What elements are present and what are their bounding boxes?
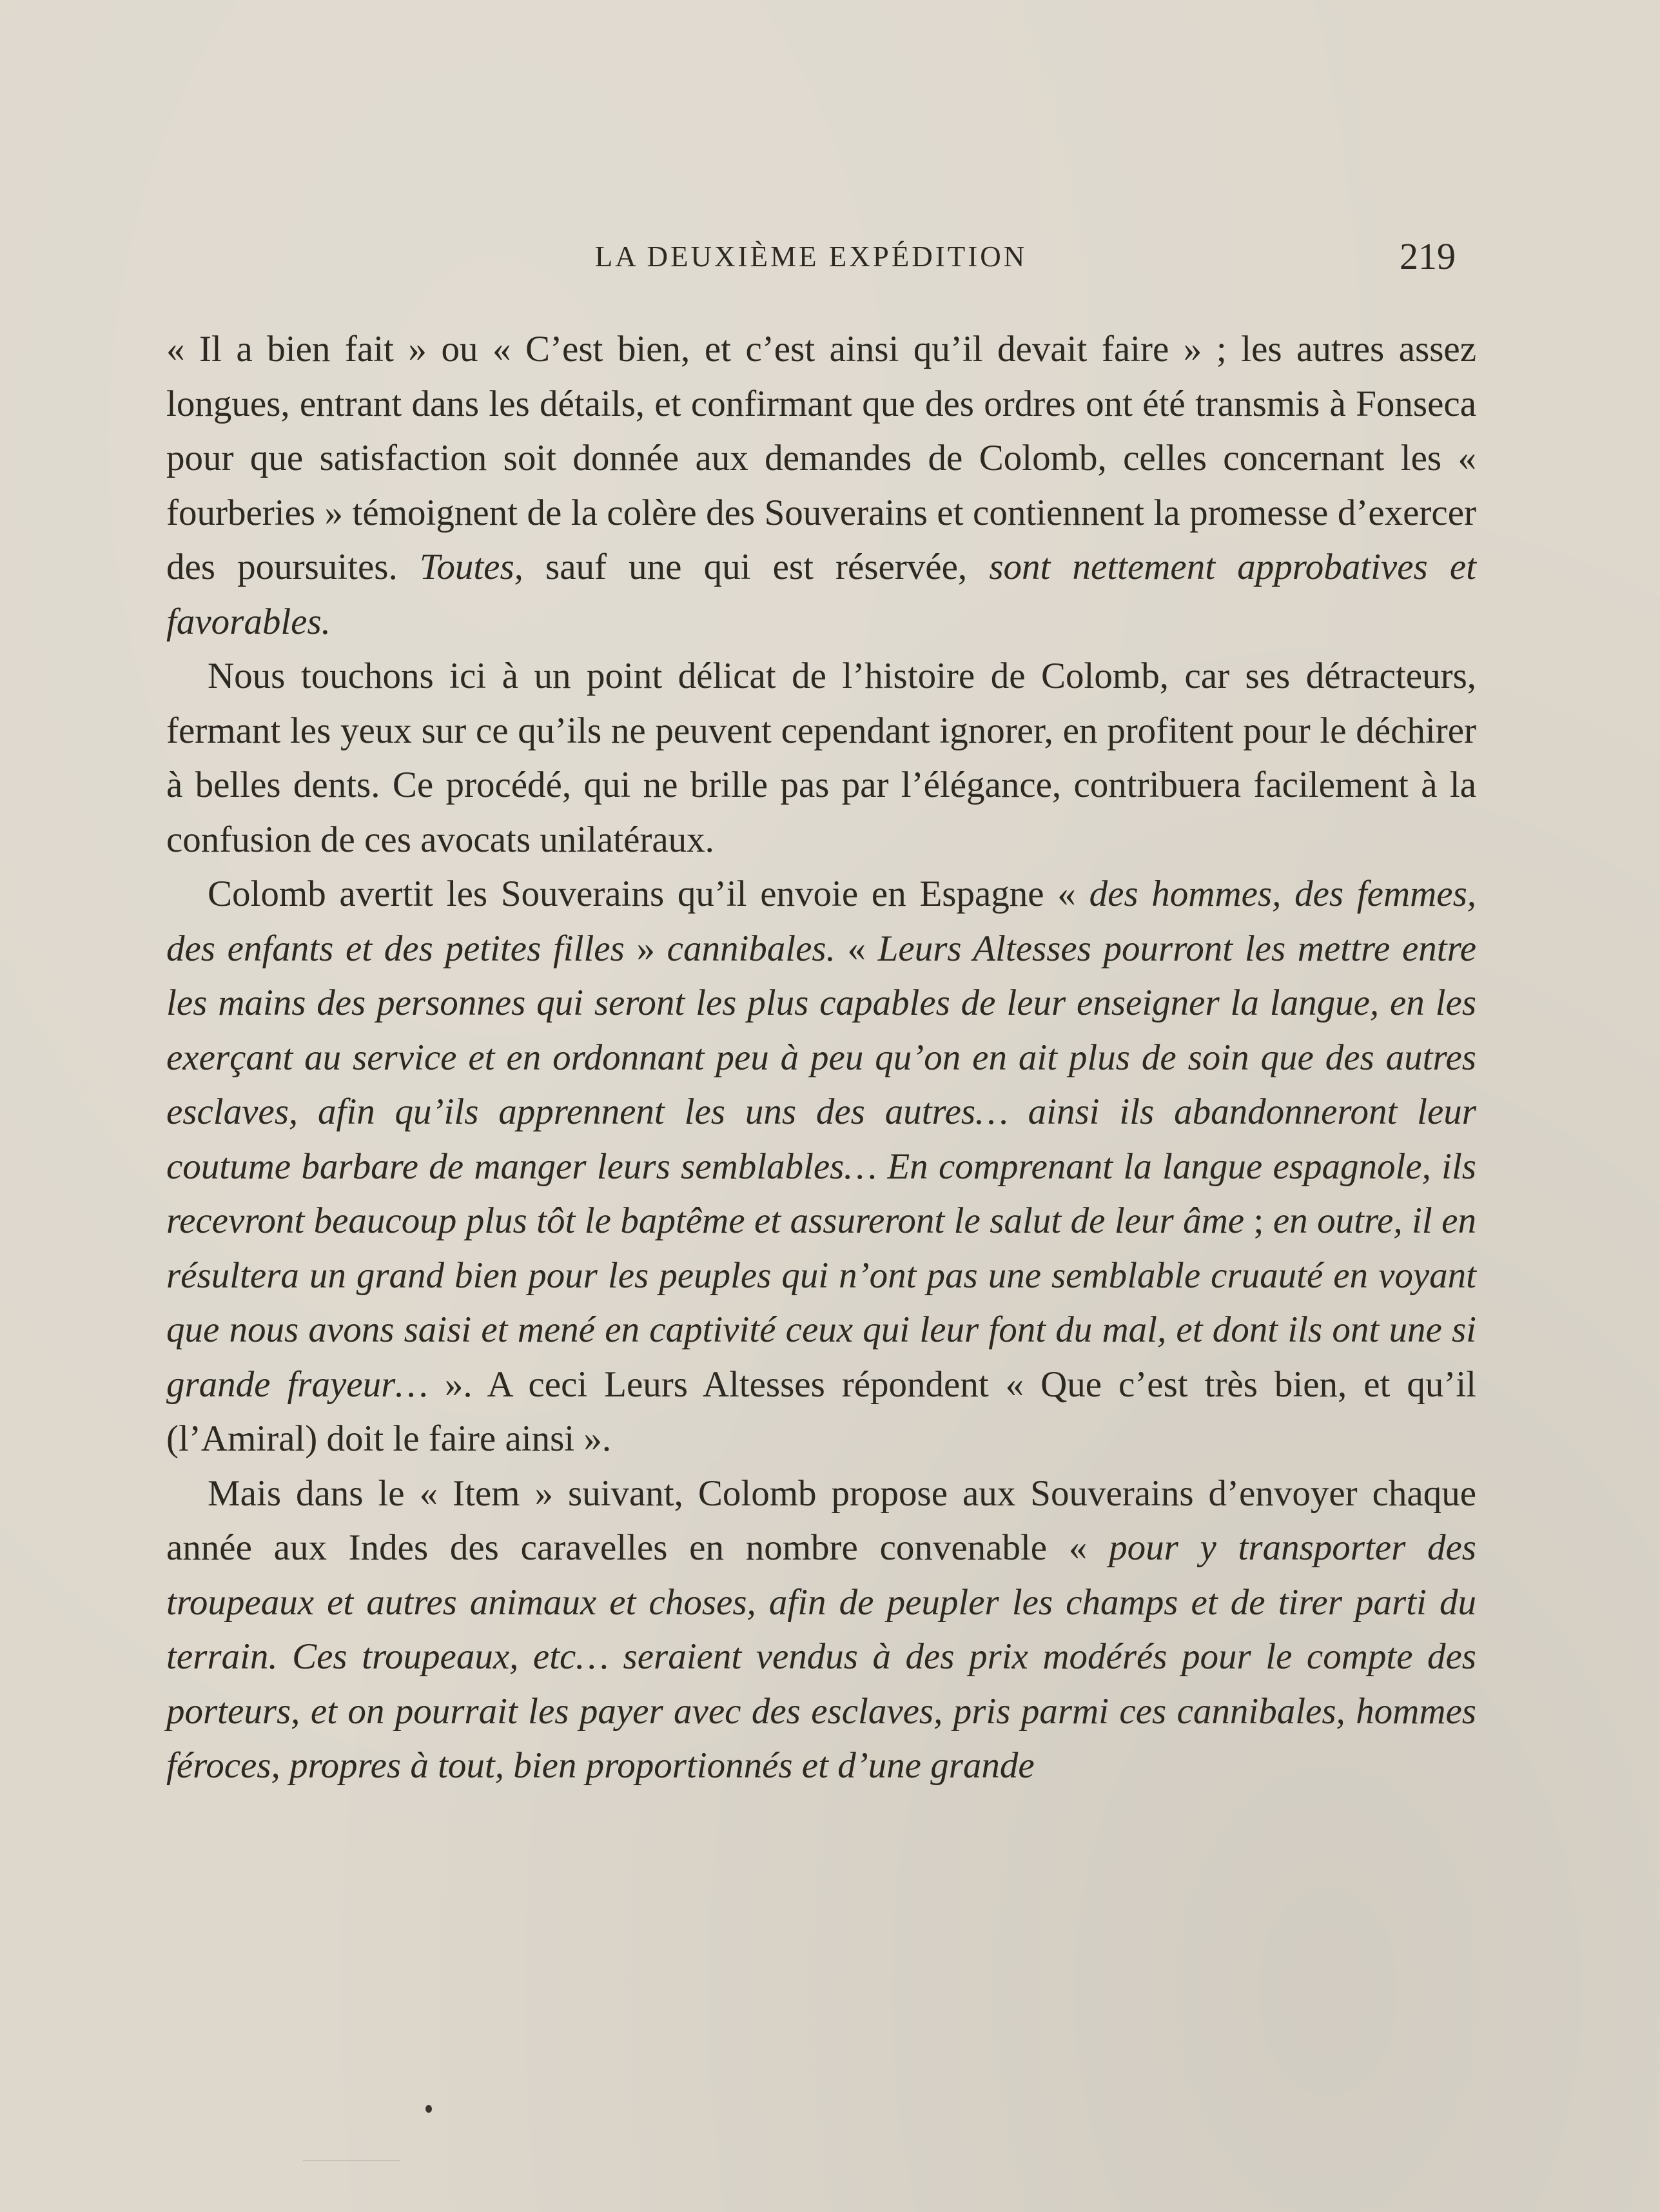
text-run: Colomb avertit les Souverains qu’il envoie en Espagne « [208, 874, 1089, 914]
running-head [166, 237, 1456, 276]
text-run: « Il a bien fait » ou « C’est bien, et c’est ainsi qu’il devait faire » ; les autres assez longues, entrant dans les détails, et confirmant que des ordres ont été transmis à Fonseca pour que satisfaction soit donnée aux demandes de Colomb, celles concernant les « fourberies » témoignent de la colère des Souverains et contiennent la promesse d’exercer des poursuites. [166, 329, 1476, 587]
paragraph-4 [166, 1467, 1476, 1794]
italic-run: cannibales. [667, 928, 835, 969]
text-run: » [624, 928, 667, 969]
paragraph-3 [166, 867, 1476, 1467]
text-run: Mais dans le « Item » suivant, Colomb propose aux Souverains d’envoyer chaque année aux Indes des caravelles en nombre convenable « [166, 1473, 1476, 1568]
paragraph-2 [166, 649, 1476, 867]
italic-run: sont nettement approbatives et favorables. [166, 547, 1477, 642]
page-number: 219 [1400, 235, 1456, 277]
running-title: LA DEUXIÈME EXPÉDITION [594, 240, 1028, 273]
text-run: sauf une qui est réservée, [523, 547, 990, 587]
text-run: « [835, 928, 878, 969]
italic-run: en outre, il en résultera un grand bien pour les peuples qui n’ont pas une semblable cruauté en voyant que nous avons saisi et mené en captivité ceux qui leur font du mal, et dont ils ont une si grande frayeur… [166, 1200, 1476, 1405]
faint-rule [303, 2160, 400, 2161]
italic-run: des hommes, des femmes, des enfants et des petites filles [166, 874, 1477, 969]
paragraph-1 [166, 322, 1476, 649]
text-run: ». A ceci Leurs Altesses répondent « Que c’est très bien, et qu’il (l’Amiral) doit le faire ainsi ». [166, 1364, 1476, 1459]
body-text [166, 322, 1476, 1794]
italic-run: pour y transporter des troupeaux et autres animaux et choses, afin de peupler les champs et de tirer parti du terrain. Ces troupeaux, etc… seraient vendus à des prix modérés pour le compte des porteurs, et on pourrait les payer avec des esclaves, pris parmi ces cannibales, hommes féroces, propres à tout, bien proportionnés et d’une grande [166, 1527, 1476, 1786]
italic-run: Toutes, [419, 547, 523, 587]
italic-run: Leurs Altesses pourront les mettre entre les mains des personnes qui seront les plus capables de leur enseigner la langue, en les exerçant au service et en ordonnant peu à peu qu’on en ait plus de soin que des autres esclaves, afin qu’ils apprennent les uns des autres… ainsi ils abandonneront leur coutume barbare de manger leurs semblables… En comprenant la langue espagnole, ils recevront beaucoup plus tôt le baptême et assureront le salut de leur âme [166, 928, 1476, 1241]
ink-speck [425, 2105, 432, 2113]
text-run: Nous touchons ici à un point délicat de l’histoire de Colomb, car ses détracteurs, fermant les yeux sur ce qu’ils ne peuvent cependant ignorer, en profitent pour le déchirer à belles dents. Ce procédé, qui ne brille pas par l’élégance, contribuera facilement à la confusion de ces avocats unilatéraux. [166, 656, 1476, 860]
text-run: ; [1244, 1200, 1273, 1241]
